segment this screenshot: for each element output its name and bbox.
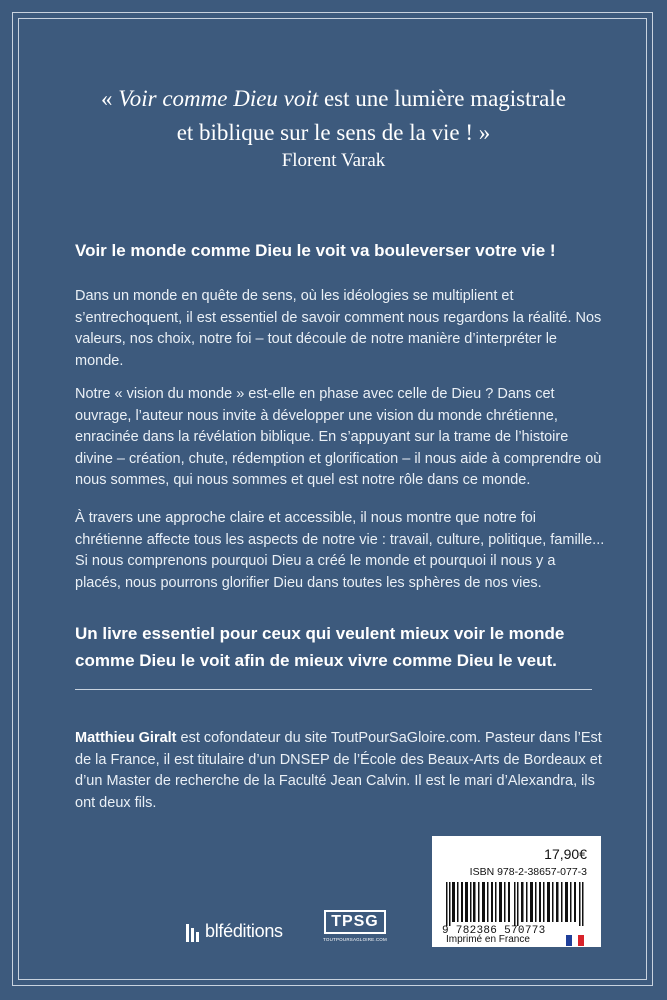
tpsg-logo-text: TPSG bbox=[324, 910, 386, 934]
closing-statement: Un livre essentiel pour ceux qui veulent mieux voir le monde comme Dieu le voit afin de mieux vivre comme Dieu le veut. bbox=[75, 624, 565, 670]
printed-in-label: Imprimé en France bbox=[446, 934, 530, 945]
paragraph-2: Notre « vision du monde » est-elle en phase avec celle de Dieu ? Dans cet ouvrage, l’auteur nous invite à développer une vision du monde chrétienne, enracinée dans la révélation biblique. En s’appuyant sur la trame de l’histoire divine – création, chute, rédemption et glorification – il nous aide à comprendre où nous sommes, qui nous sommes et quel est notre rôle dans ce monde. bbox=[75, 386, 602, 488]
author-name: Matthieu Giralt bbox=[75, 730, 177, 746]
barcode-box bbox=[432, 836, 601, 947]
author-bio bbox=[75, 728, 605, 814]
blf-editions-logo bbox=[186, 921, 283, 942]
quote-line2: et biblique sur le sens de la vie ! » bbox=[176, 120, 491, 145]
barcode-icon bbox=[446, 882, 587, 926]
barcode-number: 9 782386 570773 bbox=[442, 925, 546, 937]
headline: Voir le monde comme Dieu le voit va bouleverser votre vie ! bbox=[75, 241, 556, 260]
paragraph-1: Dans un monde en quête de sens, où les idéologies se multiplient et s’entrechoquent, il est essentiel de savoir comment nous regardons la réalité. Nos valeurs, nos choix, notre foi – tout découle de notre manière d’interpréter le monde. bbox=[75, 288, 602, 369]
paragraph-3: À travers une approche claire et accessible, il nous montre que notre foi chrétienne affecte tous les aspects de notre vie : travail, culture, politique, famille... Si nous comprenons pourquoi Dieu a créé le monde et pourquoi il nous y a placés, nous pourrons glorifier Dieu dans toutes les sphères de nos vies. bbox=[75, 510, 605, 591]
tpsg-logo-subtext: TOUTPOURSAGLOIRE.COM bbox=[323, 937, 387, 942]
french-flag-icon bbox=[566, 935, 584, 946]
isbn: ISBN 978-2-38657-077-3 bbox=[469, 866, 587, 878]
quote-open: « bbox=[101, 86, 119, 111]
quote-author: Florent Varak bbox=[281, 150, 386, 171]
divider bbox=[75, 689, 592, 690]
author-bio-text: est cofondateur du site ToutPourSaGloire.com. Pasteur dans l’Est de la France, il est titulaire d’un DNSEP de l’École des Beaux-Arts de Bordeaux et d’un Master de recherche de la Faculté Jean Calvin. Il est le mari d’Alexandra, ils ont deux fils. bbox=[75, 730, 602, 811]
endorsement-quote bbox=[40, 82, 627, 150]
blf-logo-text: blféditions bbox=[205, 921, 283, 941]
tpsg-logo bbox=[323, 910, 387, 942]
blf-logo-icon bbox=[186, 922, 200, 942]
price: 17,90€ bbox=[544, 846, 587, 862]
quote-line1-rest: est une lumière magistrale bbox=[318, 86, 566, 111]
quote-book-title: Voir comme Dieu voit bbox=[118, 86, 319, 111]
